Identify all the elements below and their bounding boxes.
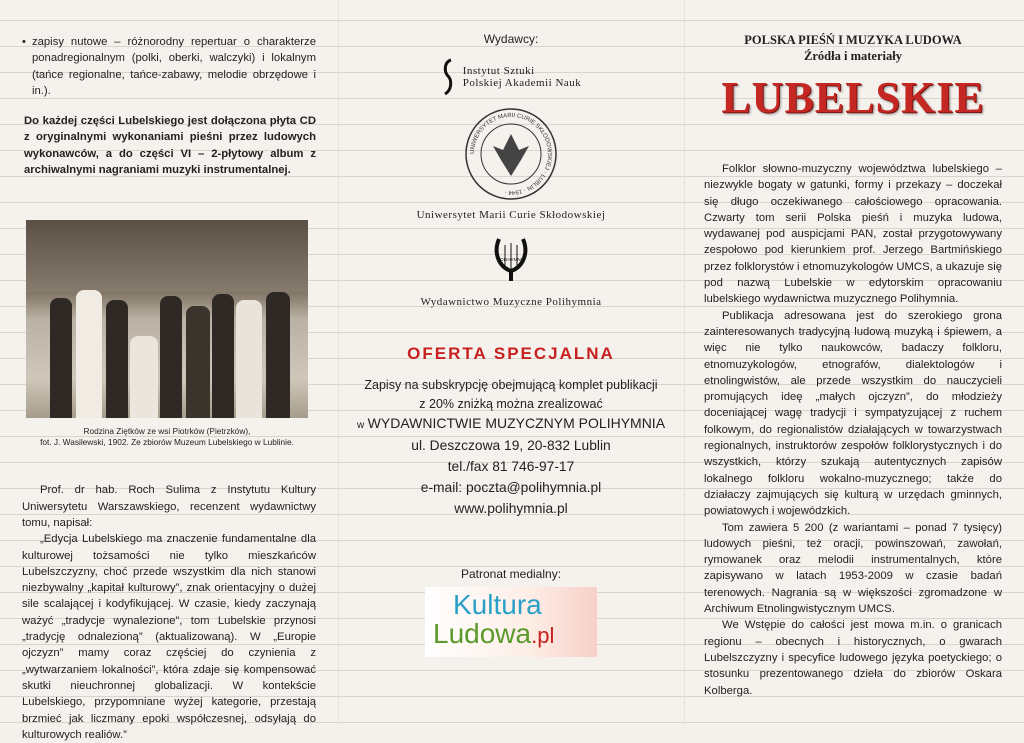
historical-photo: [26, 220, 308, 418]
lyre-icon: [491, 235, 531, 285]
audience-paragraph: Publikacja adresowana jest do szerokiego grona zainteresowanych tradycyjną ludową muzyką i śpiewem, a więc nie tylko naukowców, badaczy folkloru, etnomuzykologów, etnografów, dialektologów i etnolingwistów, ale przede wszystkim do nauczycieli promujących ideę „małych ojczyzn”, do młodzieży doceniającej wagę tradycji i sympatyzującej z ruchem folkowym, do regionalistów działających w towarzystwach regionalnych, instruktorów zespołów folklorystycznych i do wszystkich, którzy szukają autentycznych zapisów lokalnego folkloru wokalno-muzycznego; także do działaczy zajmujących się kulturą w urzędach gminnych, powiatowych i wojewódzkich.: [704, 309, 1002, 518]
offer-title: OFERTA SPECJALNA: [407, 344, 615, 363]
www-link[interactable]: www.polihymnia.pl: [454, 501, 568, 516]
bullet-icon: •: [22, 36, 26, 48]
umcs-seal-icon: [463, 106, 559, 202]
umcs-name: Uniwersytet Marii Curie Skłodowskiej: [416, 209, 606, 221]
ispan-icon: [441, 58, 455, 96]
quote-text: „Edycja Lubelskiego ma znaczenie fundamentalne dla kulturowej tożsamości nie tylko mieszkańców Lubelszczyzny, choć przede wszystkim dla nich stanowi niezbywalny „kapitał kulturowy”, znak orientacyjny o dużej sile scalającej i kodyfikującej. W czasie, kiedy zaczynają ważyć „tradycje wynalezione”, tom Lubelskie przynosi „tradycję odnalezioną” (aktualizowaną). W „Europie ojczyzn” mamy coraz częściej do czynienia z „wytwarzaniem lokalności”, która zdaje się kompensować skutki nieuchronnej globalizacji. W kontekście Lubelskiego, przypomniane wyżej kategorie, przestają brzmieć jak liczmany epoki współczesnej, odsyłają do kulturowych realiów.”: [22, 533, 316, 741]
svg-text:POLIHYMNIA: POLIHYMNIA: [497, 257, 525, 262]
offer-line: w WYDAWNICTWIE MUZYCZNYM POLIHYMNIA: [356, 415, 666, 431]
intro-paragraph: Folklor słowno-muzyczny województwa lubelskiego – niezwykle bogaty w gatunki, formy i przekazy – doczekał się długo oczekiwanego całościowego opracowania. Czwarty tom serii Polska pieśń i muzyka ludowa, wydawanej pod auspicjami PAN, został przygotowywany zespołowo pod kierunkiem prof. Jerzego Bartmińskiego przez folklorystów i etnomuzykologów UMCS, a ukazuje się pod nazwą Lubelskie w edytorskim opracowaniu lubelskiego wydawnictwa muzycznego Polihymnia.: [704, 163, 1002, 306]
bullet-text: zapisy nutowe – różnorodny repertuar o charakterze ponadregionalnym (polki, oberki, walczyki) i lokalnym (tańce regionalne, tańce-zabawy, melodie obrzędowe i in.).: [31, 36, 316, 97]
right-panel: [684, 0, 1024, 724]
kultura-ludowa-logo[interactable]: Kultura Ludowa.pl: [425, 587, 597, 657]
offer-line: Zapisy na subskrypcję obejmującą komplet publikacji: [364, 378, 658, 392]
phone: tel./fax 81 746-97-17: [447, 459, 575, 474]
address: ul. Deszczowa 19, 20-832 Lublin: [411, 438, 611, 453]
introduction-paragraph: We Wstępie do całości jest mowa m.in. o granicach regionu – obecnych i historycznych, o gwarach Lubelszczyzny i specyfice ludowego języka poetyckiego; o stosunku prezentowanego dzieła do zbiorów Oskara Kolberga.: [704, 619, 1002, 697]
polihymnia-name: Wydawnictwo Muzyczne Polihymnia: [420, 296, 602, 308]
publishers-label: Wydawcy:: [483, 32, 539, 46]
left-panel: [0, 0, 338, 741]
series-subtitle: Źródła i materiały: [804, 49, 902, 63]
media-label: Patronat medialny:: [460, 567, 562, 581]
series-title: POLSKA PIEŚŃ I MUZYKA LUDOWA: [744, 33, 962, 47]
photo-caption: Rodzina Ziętków ze wsi Piotrków (Pietrzków), fot. J. Wasilewski, 1902. Ze zbiorów Muzeum Lubelskiego w Lublinie.: [40, 426, 294, 448]
center-panel: [338, 0, 684, 724]
svg-text:UNIWERSYTET MARII CURIE SKŁODO: UNIWERSYTET MARII CURIE SKŁODOWSKIEJ · LUBLIN · 1944 ·: [469, 112, 553, 196]
bullet-item: [22, 34, 316, 99]
main-title: LUBELSKIE: [721, 73, 985, 122]
cd-note: Do każdej części Lubelskiego jest dołączona płyta CD z oryginalnymi wykonaniami pieśni przez ludowych wykonawców, a do części VI – 2-płytowy album z archiwalnymi nagraniami muzyki instrumentalnej.: [24, 115, 316, 177]
ispan-logo: Instytut Sztuki Polskiej Akademii Nauk: [338, 58, 684, 96]
email-link[interactable]: e-mail: poczta@polihymnia.pl: [420, 480, 602, 495]
offer-line: z 20% zniżką można zrealizować: [419, 397, 603, 411]
contents-paragraph: Tom zawiera 5 200 (z wariantami – ponad 7 tysięcy) ludowych pieśni, też oracji, powinszowań, zawołań, rymowanek oraz melodii instrumentalnych, które zapisywano w latach 1953-2009 w czasie badań terenowych. Nagrania są w większości zgromadzone w Archiwum Etnolingwistycznym UMCS.: [704, 521, 1002, 616]
quote-intro: Prof. dr hab. Roch Sulima z Instytutu Kultury Uniwersytetu Warszawskiego, recenzent wydawnictwy tomu, napisał:: [22, 484, 316, 529]
